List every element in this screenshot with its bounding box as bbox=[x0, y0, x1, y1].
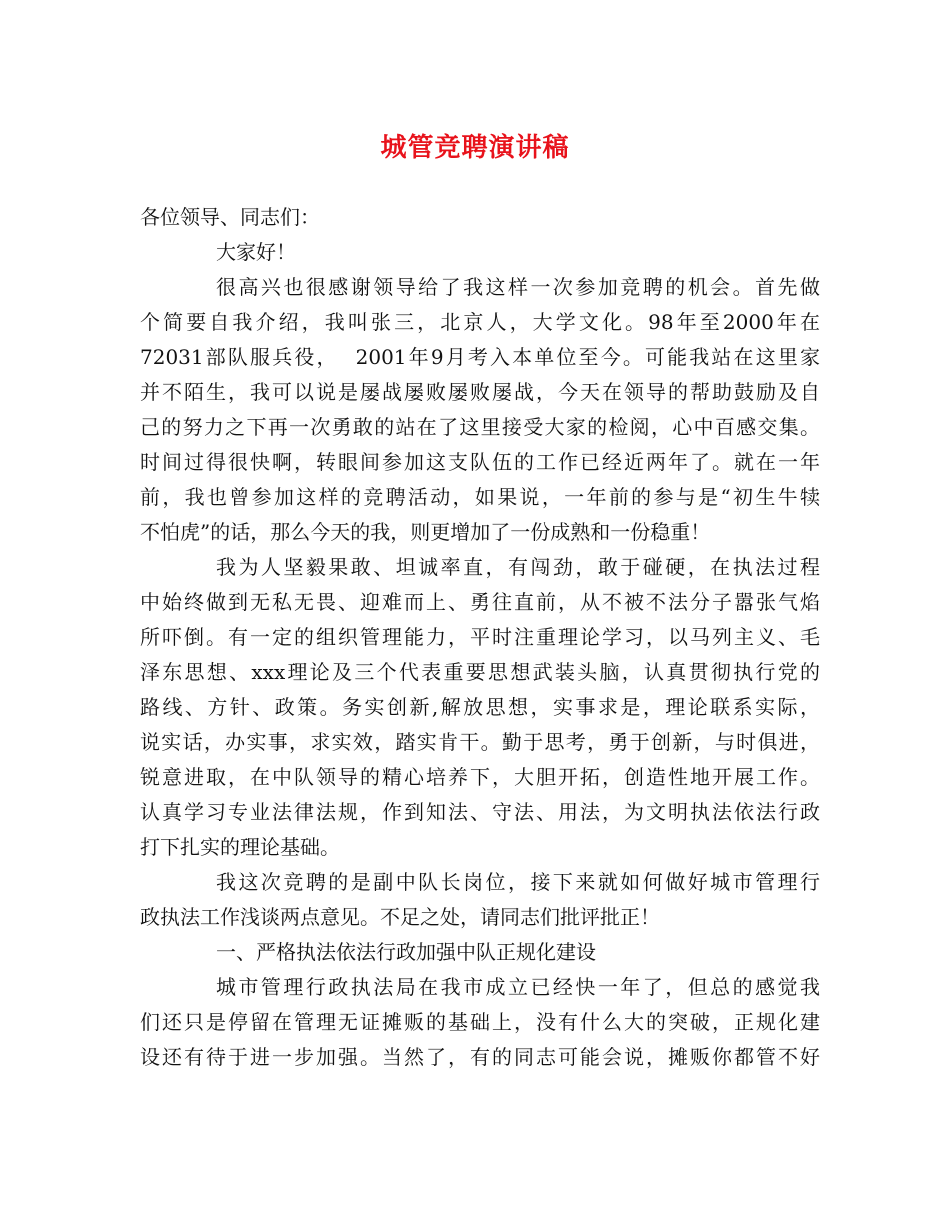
paragraph-2-line: 路线、方针、政策。务实创新,解放思想，实事求是，理论联系实际， bbox=[140, 695, 820, 719]
paragraph-2-line: 认真学习专业法律法规，作到知法、守法、用法，为文明执法依法行政 bbox=[140, 800, 820, 824]
paragraph-2-line: 我为人坚毅果敢、坦诚率直，有闯劲，敢于碰硬，在执法过程 bbox=[216, 555, 820, 579]
section-heading: 一、严格执法依法行政加强中队正规化建设 bbox=[216, 940, 596, 964]
paragraph-3-line: 政执法工作浅谈两点意见。不足之处，请同志们批评批正！ bbox=[140, 905, 660, 929]
greeting: 大家好！ bbox=[216, 240, 296, 264]
paragraph-3-line: 我这次竞聘的是副中队长岗位，接下来就如何做好城市管理行 bbox=[216, 870, 820, 894]
paragraph-1-line: 前，我也曾参加这样的竞聘活动，如果说，一年前的参与是“初生牛犊 bbox=[140, 485, 820, 509]
paragraph-2-line: 所吓倒。有一定的组织管理能力，平时注重理论学习，以马列主义、毛 bbox=[140, 625, 820, 649]
paragraph-2-line: 中始终做到无私无畏、迎难而上、勇往直前，从不被不法分子嚣张气焰 bbox=[140, 590, 820, 614]
paragraph-2-line: 打下扎实的理论基础。 bbox=[140, 835, 340, 859]
paragraph-1-line: 并不陌生，我可以说是屡战屡败屡败屡战，今天在领导的帮助鼓励及自 bbox=[140, 380, 820, 404]
paragraph-1-line: 个简要自我介绍，我叫张三，北京人，大学文化。98年至2000年在 bbox=[140, 310, 820, 334]
paragraph-1-line: 己的努力之下再一次勇敢的站在了这里接受大家的检阅，心中百感交集。 bbox=[140, 415, 820, 439]
paragraph-2-line: 泽东思想、xxx理论及三个代表重要思想武装头脑，认真贯彻执行党的 bbox=[140, 660, 820, 684]
document-title: 城管竞聘演讲稿 bbox=[380, 133, 570, 163]
paragraph-2-line: 锐意进取，在中队领导的精心培养下，大胆开拓，创造性地开展工作。 bbox=[140, 765, 820, 789]
paragraph-1-line: 很高兴也很感谢领导给了我这样一次参加竞聘的机会。首先做 bbox=[216, 275, 820, 299]
paragraph-4-line: 城市管理行政执法局在我市成立已经快一年了，但总的感觉我 bbox=[216, 975, 820, 999]
paragraph-1-line: 时间过得很快啊，转眼间参加这支队伍的工作已经近两年了。就在一年 bbox=[140, 450, 820, 474]
salutation: 各位领导、同志们： bbox=[140, 205, 320, 229]
paragraph-4-line: 设还有待于进一步加强。当然了，有的同志可能会说，摊贩你都管不好 bbox=[140, 1045, 820, 1069]
paragraph-1-line: 不怕虎”的话，那么今天的我，则更增加了一份成熟和一份稳重！ bbox=[140, 520, 711, 544]
paragraph-2-line: 说实话，办实事，求实效，踏实肯干。勤于思考，勇于创新，与时俱进， bbox=[140, 730, 820, 754]
paragraph-1-line: 72031部队服兵役， 2001年9月考入本单位至今。可能我站在这里家 bbox=[140, 345, 820, 369]
paragraph-4-line: 们还只是停留在管理无证摊贩的基础上，没有什么大的突破，正规化建 bbox=[140, 1010, 820, 1034]
document-body bbox=[140, 200, 820, 1075]
